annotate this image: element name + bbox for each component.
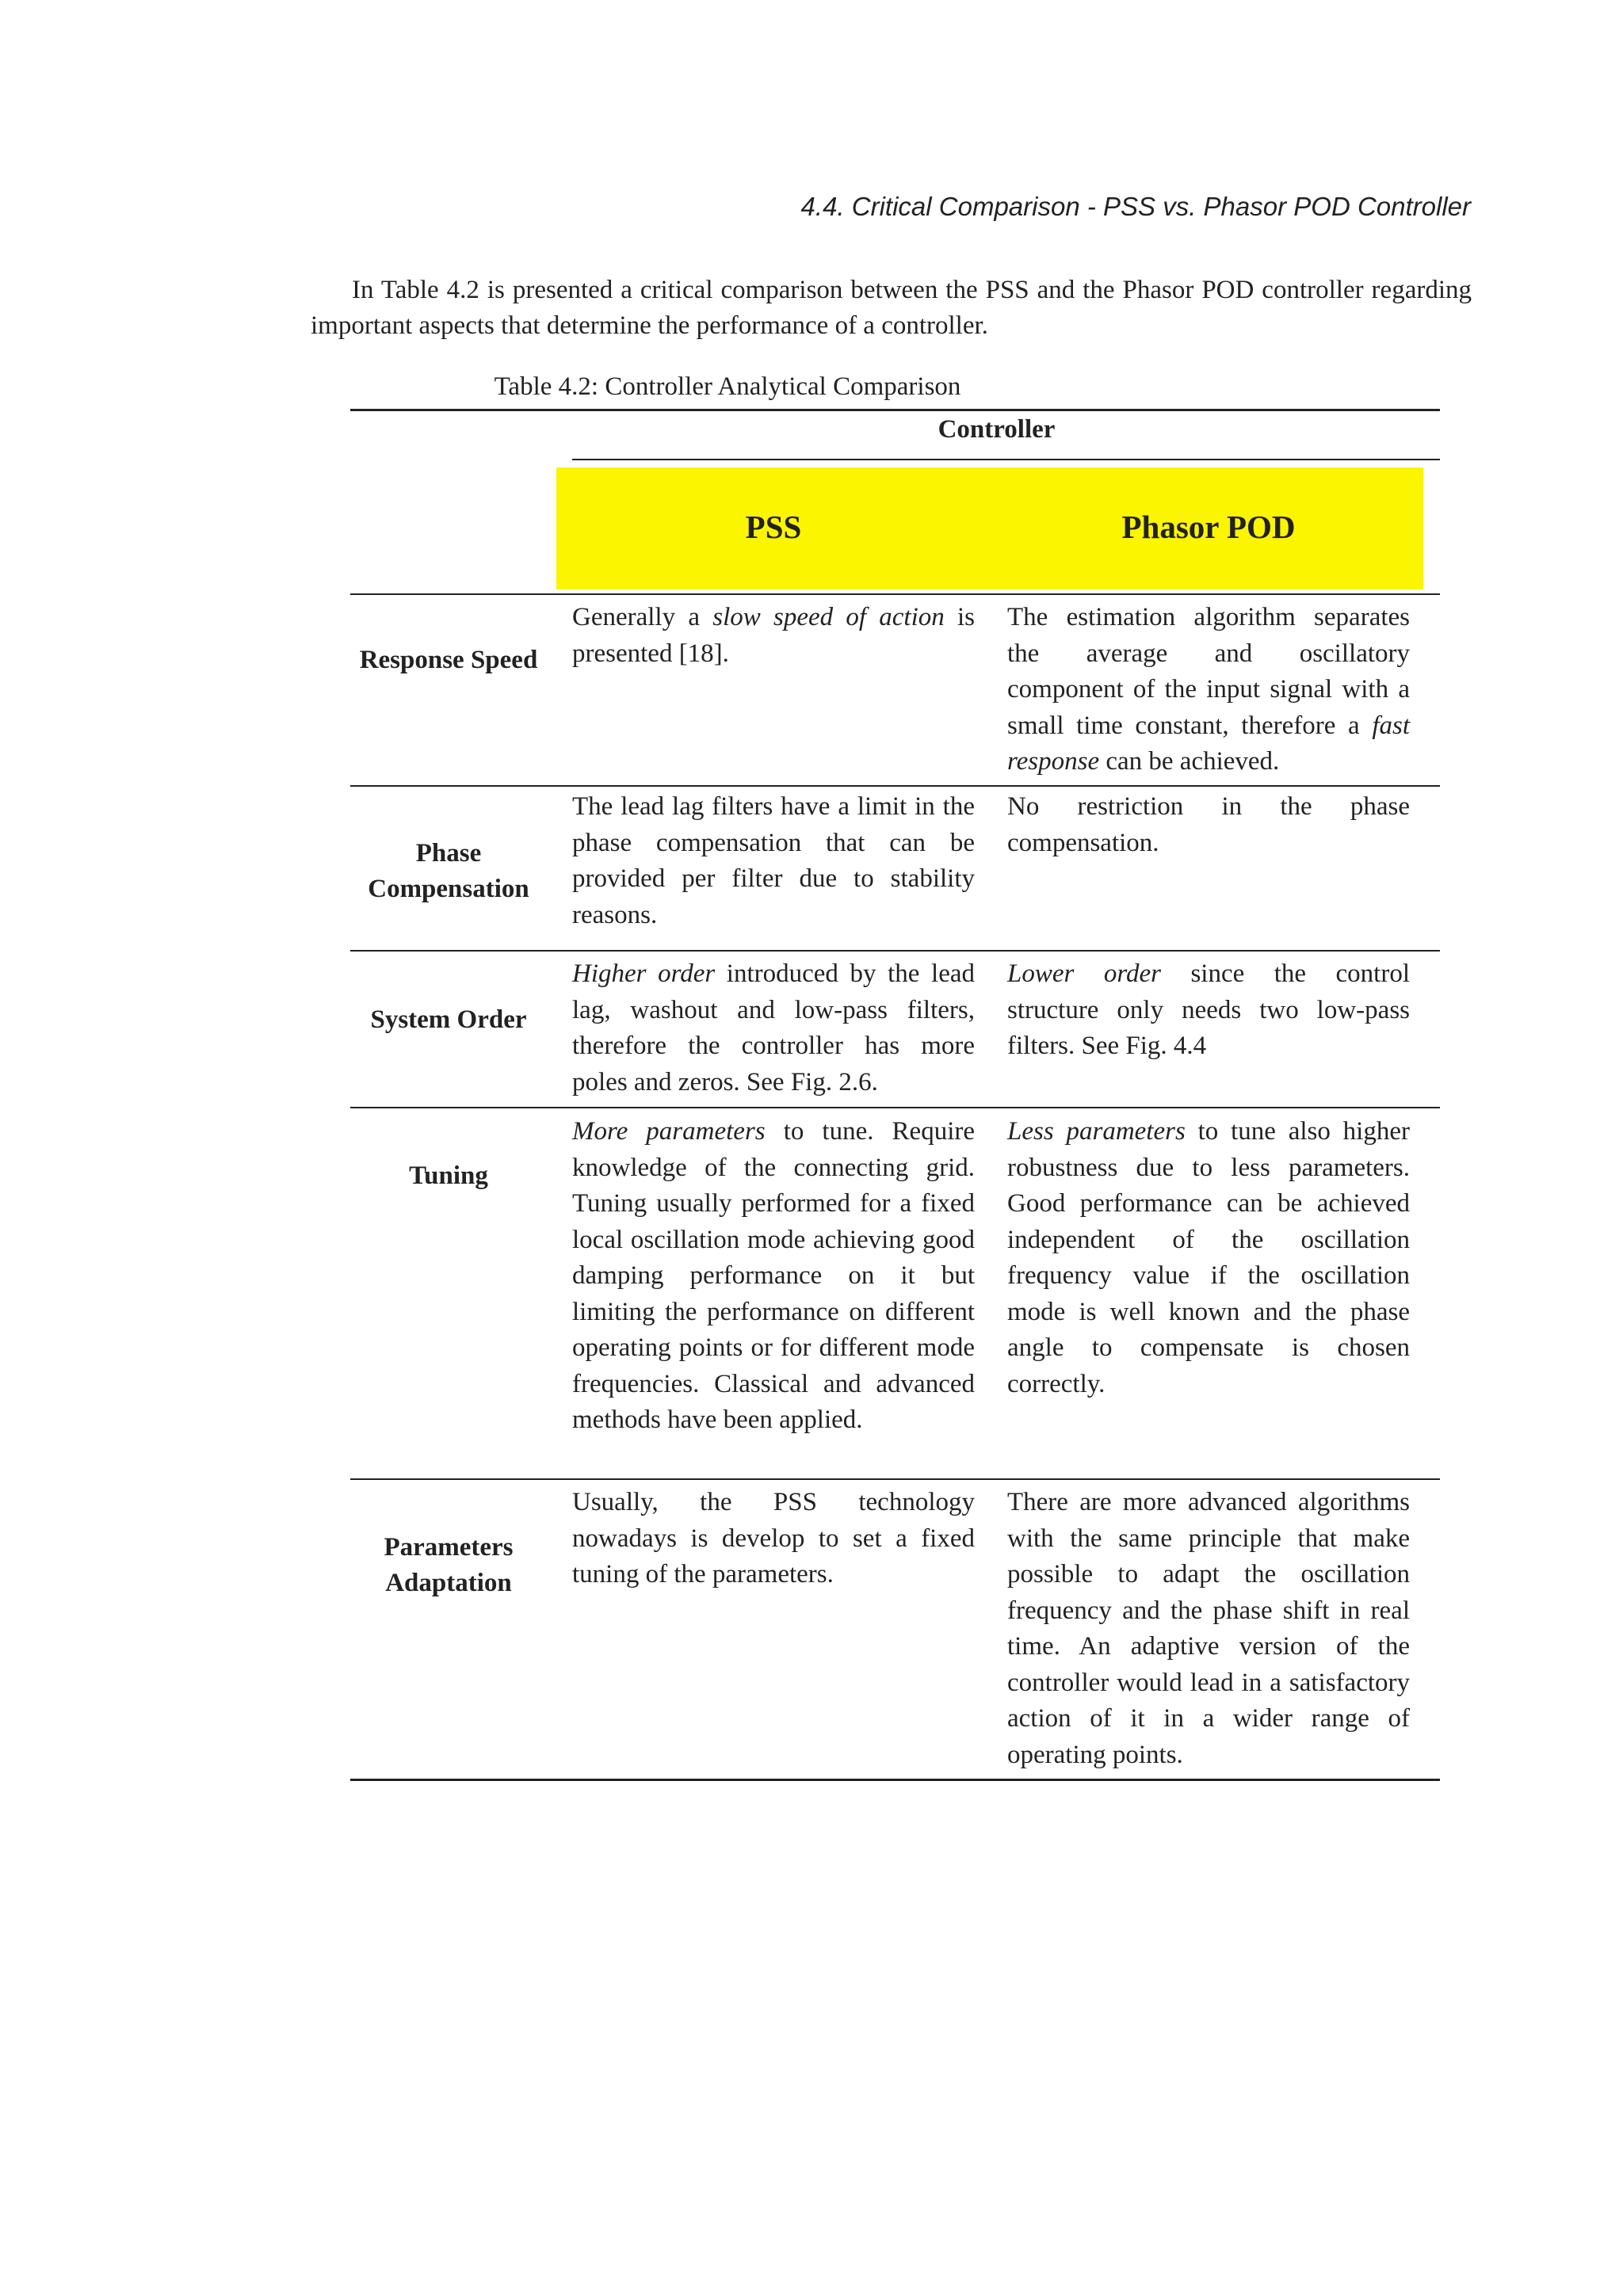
table-caption-text: Table 4.2: Controller Analytical Comparison [494,372,961,401]
cell-pss-phase-compensation: The lead lag filters have a limit in the phase compensation that can be provided per filter due to stability reasons. [572,792,975,929]
cell-pss-tuning: More parameters to tune. Require knowledge of the connecting grid. Tuning usually performed for a fixed local oscillation mode achieving good damping performance on it but limiting the performance on different operating points or for different mode frequencies. Classical and advanced methods have been applied. [572,1117,976,1434]
table-caption [0,371,1623,402]
cell-pod-tuning: Less parameters to tune also higher robustness due to less parameters. Good performance can be achieved independent of the oscillation frequency value if the oscillation mode is well known and the phase angle to compensate is chosen correctly. [1007,1117,1410,1398]
row-rule [350,1107,1440,1108]
row-label-system-order: System Order [370,1005,527,1034]
row-label-response-speed: Response Speed [359,646,538,674]
controller-rule [572,459,1440,460]
cell-pss-system-order: Higher order introduced by the lead lag, washout and low-pass filters, therefore the controller has more poles and zeros. See Fig. 2.6. [572,959,975,1097]
header-bottom-rule [350,593,1440,595]
column-header-pss: PSS [745,509,802,545]
row-rule [350,785,1440,787]
cell-pod-system-order: Lower order since the control structure only needs two low-pass filters. See Fig. 4.4 [1007,959,1410,1060]
cell-pss-response-speed: Generally a slow speed of action is presented [18]. [572,603,976,668]
row-label-parameters-adaptation: Parameters Adaptation [384,1533,514,1597]
cell-pod-phase-compensation: No restriction in the phase compensation. [1007,792,1410,857]
row-label-phase-compensation: Phase Compensation [368,839,529,903]
cell-pod-response-speed: The estimation algorithm separates the average and oscillatory component of the input signal with a small time constant, therefore a fast response can be achieved. [1007,603,1410,776]
row-rule [350,950,1440,952]
cell-pod-parameters-adaptation: There are more advanced algorithms with the same principle that make possible to adapt the oscillation frequency and the phase shift in real time. An adaptive version of the controller would lead in a satisfactory action of it in a wider range of operating points. [1007,1488,1410,1769]
cell-pss-parameters-adaptation: Usually, the PSS technology nowadays is develop to set a fixed tuning of the parameters. [572,1488,975,1589]
row-label-tuning: Tuning [409,1161,488,1190]
table-bottom-rule [350,1779,1440,1781]
column-header-phasor-pod: Phasor POD [1121,509,1296,545]
running-header: 4.4. Critical Comparison - PSS vs. Phasor POD Controller [800,192,1471,221]
row-rule [350,1478,1440,1480]
intro-paragraph: In Table 4.2 is presented a critical comparison between the PSS and the Phasor POD controller regarding important aspects that determine the performance of a controller. [311,276,1472,340]
controller-group-header: Controller [938,415,1056,444]
table-top-rule [350,409,1440,411]
